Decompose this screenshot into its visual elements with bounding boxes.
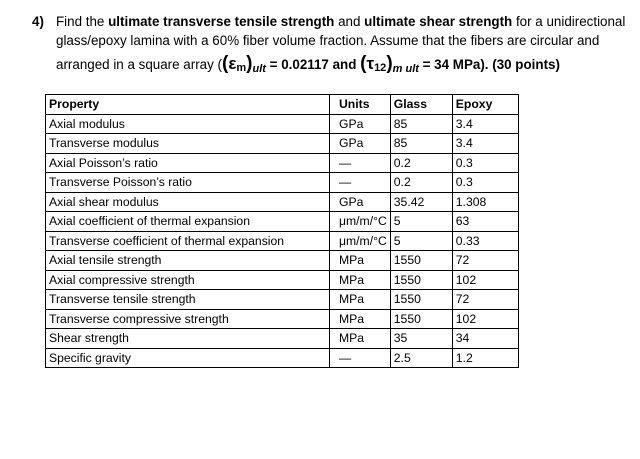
cell-property: Transverse coefficient of thermal expansion — [46, 231, 330, 251]
cell-property: Axial compressive strength — [46, 270, 330, 290]
cell-epoxy: 1.308 — [452, 192, 518, 212]
cell-glass: 1550 — [390, 309, 452, 329]
table-row — [46, 173, 519, 193]
cell-property: Axial Poisson’s ratio — [46, 153, 330, 173]
cell-epoxy: 3.4 — [452, 134, 518, 154]
table-row — [46, 192, 519, 212]
tau-ult-subscript: m ult — [392, 63, 419, 75]
cell-property: Transverse tensile strength — [46, 290, 330, 310]
cell-property: Axial modulus — [46, 114, 330, 134]
cell-property: Specific gravity — [46, 348, 330, 368]
cell-property: Axial shear modulus — [46, 192, 330, 212]
cell-glass: 5 — [390, 231, 452, 251]
cell-glass: 85 — [390, 134, 452, 154]
cell-property: Transverse Poisson’s ratio — [46, 173, 330, 193]
question-number: 4) — [32, 14, 44, 29]
cell-glass: 1550 — [390, 270, 452, 290]
points-label: (30 points) — [492, 57, 560, 72]
epsilon-value: = 0.02117 and — [265, 57, 361, 72]
given-values-line — [56, 53, 628, 80]
cell-epoxy: 3.4 — [452, 114, 518, 134]
question-intro-rest: for a unidirectional glass/epoxy lamina with a 60% fiber volume fraction. Assume that the fibers are circular and — [56, 14, 626, 48]
header-property: Property — [46, 95, 330, 115]
epsilon-symbol: ε — [228, 54, 237, 73]
tau-paren-close: ) — [386, 53, 393, 74]
cell-epoxy: 0.3 — [452, 153, 518, 173]
cell-glass: 0.2 — [390, 173, 452, 193]
cell-units: MPa — [330, 309, 391, 329]
cell-units: μm/m/°C — [330, 231, 391, 251]
question-and: and — [334, 14, 365, 29]
tau-value: = 34 MPa). — [418, 57, 493, 72]
cell-epoxy: 72 — [452, 290, 518, 310]
cell-units: MPa — [330, 290, 391, 310]
tau-subscript: 12 — [374, 62, 387, 74]
cell-units: — — [330, 173, 391, 193]
material-properties-table — [45, 94, 519, 368]
question-intro: Find the — [56, 14, 109, 29]
header-glass: Glass — [390, 95, 452, 115]
epsilon-ult-subscript: ult — [252, 63, 266, 75]
cell-epoxy: 63 — [452, 212, 518, 232]
cell-epoxy: 72 — [452, 251, 518, 271]
table-row — [46, 348, 519, 368]
table-row — [46, 309, 519, 329]
cell-property: Transverse modulus — [46, 134, 330, 154]
cell-units: — — [330, 153, 391, 173]
question-text — [56, 12, 628, 80]
cell-property: Shear strength — [46, 329, 330, 349]
ultimate-transverse-tensile-strength-term: ultimate transverse tensile strength — [108, 14, 335, 29]
cell-glass: 1550 — [390, 290, 452, 310]
given-prefix: arranged in a square array ( — [56, 57, 222, 72]
cell-glass: 1550 — [390, 251, 452, 271]
cell-property: Axial coefficient of thermal expansion — [46, 212, 330, 232]
epsilon-paren-close: ) — [246, 53, 253, 74]
ultimate-shear-strength-term: ultimate shear strength — [364, 14, 513, 29]
cell-glass: 35.42 — [390, 192, 452, 212]
cell-epoxy: 102 — [452, 270, 518, 290]
cell-units: — — [330, 348, 391, 368]
tau-paren-open: ( — [360, 53, 367, 74]
header-units: Units — [330, 95, 391, 115]
cell-units: GPa — [330, 114, 391, 134]
table-row — [46, 329, 519, 349]
table-header-row — [46, 95, 519, 115]
cell-glass: 35 — [390, 329, 452, 349]
cell-units: MPa — [330, 270, 391, 290]
epsilon-paren-open: ( — [221, 53, 229, 74]
cell-units: GPa — [330, 134, 391, 154]
header-epoxy: Epoxy — [452, 95, 518, 115]
cell-units: μm/m/°C — [330, 212, 391, 232]
table-row — [46, 270, 519, 290]
epsilon-subscript: m — [236, 62, 247, 74]
table-row — [46, 290, 519, 310]
table-row — [46, 153, 519, 173]
cell-epoxy: 0.3 — [452, 173, 518, 193]
table-row — [46, 212, 519, 232]
table-row — [46, 251, 519, 271]
table-row — [46, 134, 519, 154]
cell-units: MPa — [330, 251, 391, 271]
problem-statement — [32, 12, 628, 80]
cell-glass: 5 — [390, 212, 452, 232]
table-row — [46, 231, 519, 251]
cell-units: GPa — [330, 192, 391, 212]
cell-units: MPa — [330, 329, 391, 349]
tau-symbol: τ — [366, 54, 375, 73]
cell-epoxy: 0.33 — [452, 231, 518, 251]
cell-epoxy: 34 — [452, 329, 518, 349]
cell-glass: 85 — [390, 114, 452, 134]
cell-glass: 2.5 — [390, 348, 452, 368]
cell-epoxy: 102 — [452, 309, 518, 329]
cell-property: Axial tensile strength — [46, 251, 330, 271]
cell-glass: 0.2 — [390, 153, 452, 173]
table-row — [46, 114, 519, 134]
cell-property: Transverse compressive strength — [46, 309, 330, 329]
cell-epoxy: 1.2 — [452, 348, 518, 368]
